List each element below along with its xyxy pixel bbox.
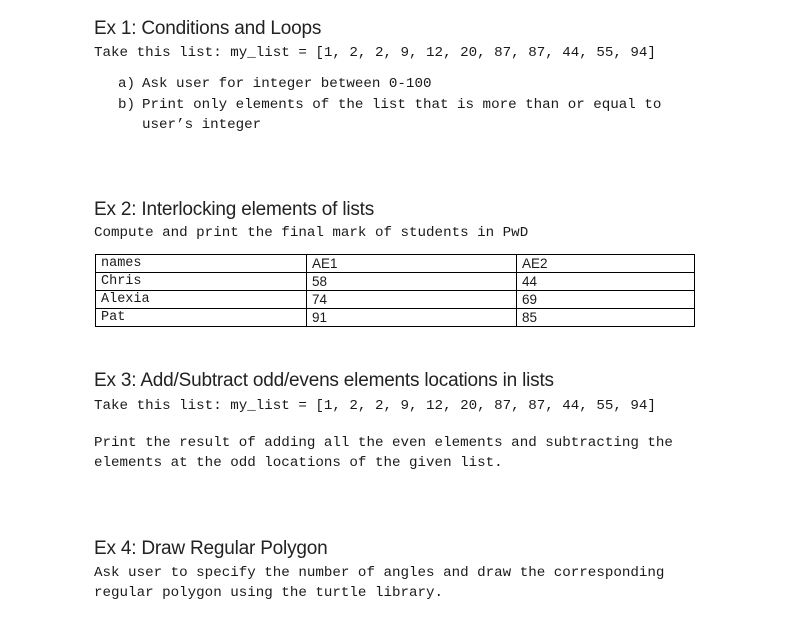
table-header-cell: AE1 (307, 255, 517, 273)
table-cell: 58 (307, 273, 517, 291)
table-cell: 69 (517, 291, 695, 309)
ex1-heading: Ex 1: Conditions and Loops (94, 18, 322, 39)
table-row (96, 273, 695, 291)
ex4-paragraph-line-1: Ask user to specify the number of angles and draw the corresponding (94, 565, 665, 581)
ex3-paragraph-line-1: Print the result of adding all the even elements and subtracting the (94, 435, 673, 451)
table-cell: 85 (517, 309, 695, 327)
ex3-list-line: Take this list: my_list = [1, 2, 2, 9, 12, 20, 87, 87, 44, 55, 94] (94, 398, 656, 414)
table-cell: Alexia (96, 291, 307, 309)
table-header-row (96, 255, 695, 273)
table-cell: 91 (307, 309, 517, 327)
ex1-item-a-text: Ask user for integer between 0-100 (142, 76, 432, 92)
ex4-heading: Ex 4: Draw Regular Polygon (94, 538, 328, 559)
ex1-item-a-marker: a) (118, 76, 136, 92)
ex4-paragraph-line-2: regular polygon using the turtle library. (94, 585, 444, 601)
table-cell: 44 (517, 273, 695, 291)
table-cell: Chris (96, 273, 307, 291)
marks-table (95, 254, 695, 327)
ex2-heading: Ex 2: Interlocking elements of lists (94, 199, 375, 220)
table-header-cell: AE2 (517, 255, 695, 273)
ex1-item-b-text: Print only elements of the list that is more than or equal to (142, 97, 662, 113)
ex3-paragraph-line-2: elements at the odd locations of the given list. (94, 455, 503, 471)
ex1-list-line: Take this list: my_list = [1, 2, 2, 9, 12, 20, 87, 87, 44, 55, 94] (94, 45, 656, 61)
ex1-item-b-marker: b) (118, 97, 136, 113)
table-cell: Pat (96, 309, 307, 327)
table-header-cell: names (96, 255, 307, 273)
ex1-item-b-text-cont: user’s integer (142, 117, 262, 133)
ex2-instruction: Compute and print the final mark of students in PwD (94, 225, 529, 241)
table-row (96, 291, 695, 309)
table-row (96, 309, 695, 327)
ex3-heading: Ex 3: Add/Subtract odd/evens elements locations in lists (94, 370, 554, 391)
table-cell: 74 (307, 291, 517, 309)
